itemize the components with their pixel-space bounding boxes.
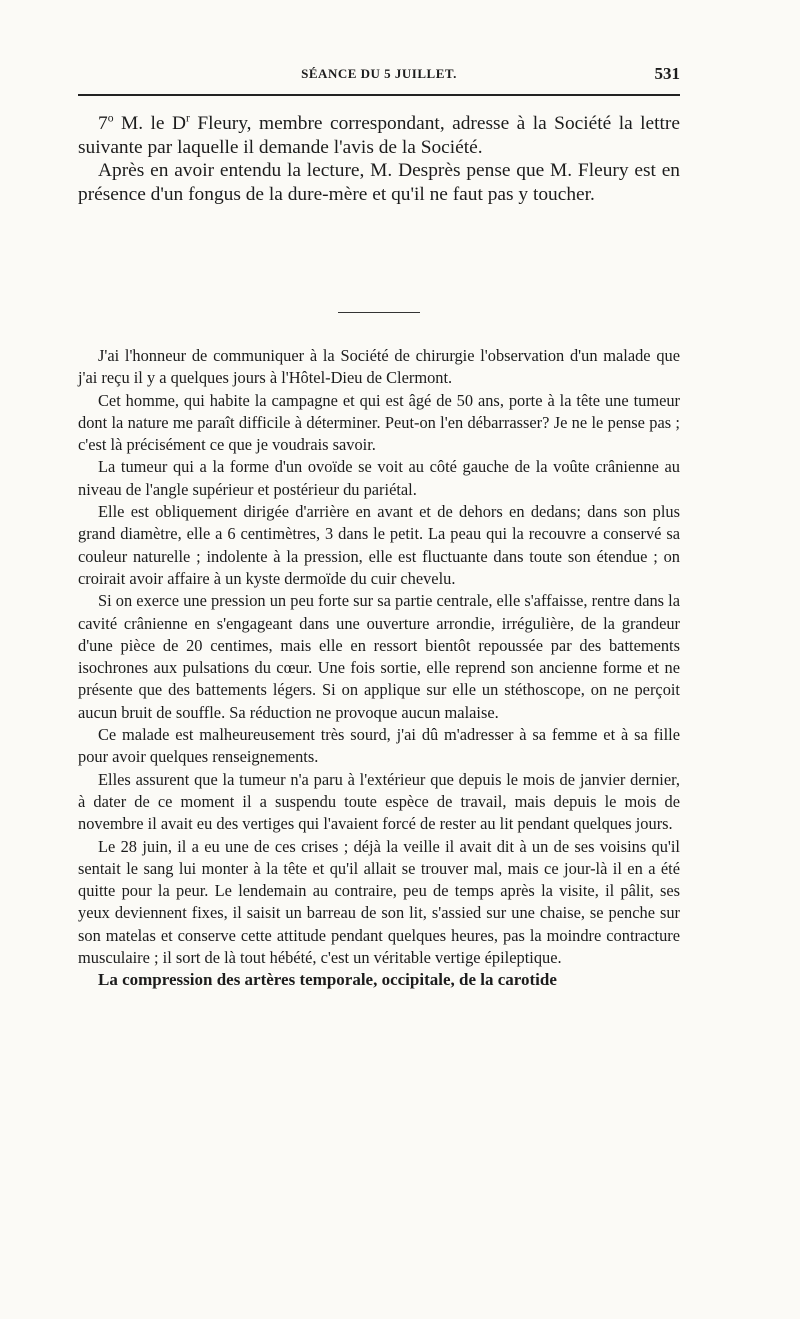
intro-paragraph: 7$^o$ M. le $D^r$ Fleury, membre correspondant, adresse à la Société la lettre suivante par laquelle il demande l'avis de la Société. xyxy=(78,111,680,158)
letter-paragraph: Ce malade est malheureusement très sourd, j'ai dû m'adresser à sa femme et à sa fille pour avoir quelques renseignements. xyxy=(78,725,680,767)
letter-body xyxy=(78,345,680,992)
letter-paragraph-continued: La compression des artères temporale, occipitale, de la carotide xyxy=(98,970,557,990)
response-paragraph: Après en avoir entendu la lecture, M. Desprès pense que M. Fleury est en présence d'un fongus de la dure-mère et qu'il ne faut pas y toucher. xyxy=(78,160,680,205)
letter-paragraph: Elle est obliquement dirigée d'arrière en avant et de dehors en dedans; dans son plus grand diamètre, elle a 6 centimètres, 3 dans le petit. La peau qui la recouvre a conservé sa couleur naturelle ; indolente à la pression, elle est fluctuante dans toute son étendue ; on croirait avoir affaire à un kyste dermoïde du cuir chevelu. xyxy=(78,502,680,588)
page-header xyxy=(78,64,680,86)
letter-paragraph: Le 28 juin, il a eu une de ces crises ; déjà la veille il avait dit à un de ses voisins qu'il sentait le sang lui monter à la tête et qu'il allait se trouver mal, mais ce jour-là il en a été quitte pour la peur. Le lendemain au contraire, peu de temps après la visite, il pâlit, ses yeux deviennent fixes, il saisit un barreau de son lit, s'assied sur une chaise, se penche sur son matelas et conserve cette attitude pendant quelques heures, pas la moindre contracture musculaire ; il sort de là tout hébété, c'est un véritable vertige épileptique. xyxy=(78,836,680,968)
item-number: 7 xyxy=(98,113,108,134)
letter-paragraph: Si on exerce une pression un peu forte sur sa partie centrale, elle s'affaisse, rentre dans la cavité crânienne en s'engageant dans une ouverture arrondie, irrégulière, de la grandeur d'une pièce de 20 centimes, mais elle en ressort bientôt repoussée par des battements isochrones aux pulsations du cœur. Une fois sortie, elle reprend son ancienne forme et ne présente que des battements légers. Si on applique sur elle un stéthoscope, on ne perçoit aucun bruit de souffle. Sa réduction ne provoque aucun malaise. xyxy=(78,591,680,722)
letter-paragraph: J'ai l'honneur de communiquer à la Société de chirurgie l'observation d'un malade que j'ai reçu il y a quelques jours à l'Hôtel-Dieu de Clermont. xyxy=(78,346,680,388)
session-minutes xyxy=(78,112,680,206)
item-suffix: o xyxy=(107,111,114,125)
letter-paragraph: La tumeur qui a la forme d'un ovoïde se voit au côté gauche de la voûte crânienne au niveau de l'angle supérieur et postérieur du pariétal. xyxy=(78,457,680,499)
header-rule xyxy=(78,94,680,96)
separator-rule xyxy=(338,312,420,313)
running-head: SÉANCE DU 5 JUILLET. xyxy=(301,66,457,81)
letter-paragraph: Elles assurent que la tumeur n'a paru à l'extérieur que depuis le mois de janvier dernier, à dater de ce moment il a suspendu toute espèce de travail, mais depuis le mois de novembre il avait eu des vertiges qui l'avaient forcé de rester au lit pendant quelques jours. xyxy=(78,769,680,834)
page-number: 531 xyxy=(654,64,680,83)
letter-paragraph: Cet homme, qui habite la campagne et qui est âgé de 50 ans, porte à la tête une tumeur dont la nature me paraît difficile à déterminer. Peut-on l'en débarrasser? Je ne le pense pas ; c'est là précisément ce que je voudrais savoir. xyxy=(78,390,680,455)
